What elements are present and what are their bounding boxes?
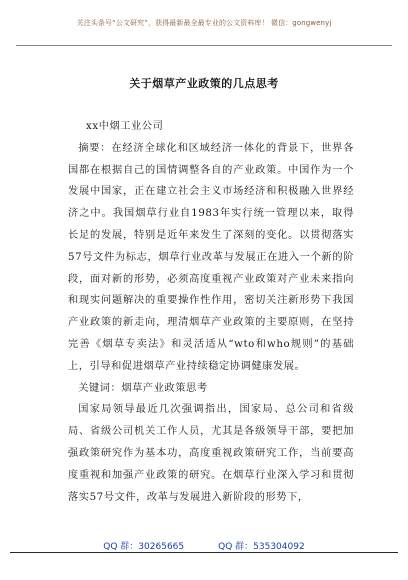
- document-title: 关于烟草产业政策的几点思考: [129, 77, 279, 90]
- keywords-line: 关键词：烟草产业政策思考: [78, 382, 208, 394]
- header-divider: [16, 45, 392, 46]
- body-paragraph: 国家局领导最近几次强调指出，国家局、总公司和省级局、省级公司机关工作人员，尤其是各级领导干部，要把加强政策研究作为基本功，高度重视政策研究工作，当前要高度重视和加强产业政策的研究。在烟草行业深入学习和贯彻落实57号文件，改革与发展进入新阶段的形势下，: [68, 404, 354, 503]
- qq-group-2: QQ 群：535304092: [218, 542, 305, 552]
- header-banner: 关注头条号“公文研究”，获得最新最全最专业的公文资料库！ 微信：gongwenyj: [76, 19, 332, 27]
- footer-contacts: [0, 539, 408, 552]
- qq-group-1: QQ 群：30265665: [103, 542, 185, 552]
- abstract-paragraph: 摘要：在经济全球化和区域经济一体化的背景下，世界各国都在根据自己的国情调整各自的产业政策。中国作为一个发展中国家，正在建立社会主义市场经济和积极融入世界经济之中。我国烟草行业自1983年实行统一管理以来，取得长足的发展，特别是近年来发生了深刻的变化。以贯彻落实57号文件为标志，烟草行业改革与发展正在进入一个新的阶段，面对新的形势，必须高度重视产业政策对产业未来指向和现实问题解决的重要操作性作用，密切关注新形势下我国产业政策的新走向，理清烟草产业政策的主要原则，在坚持完善《烟草专卖法》和灵活适从“wto和who规则”的基础上，引导和促进烟草产业持续稳定协调健康发展。: [68, 142, 354, 372]
- document-body: [68, 116, 354, 508]
- company-name: xx中烟工业公司: [86, 121, 164, 132]
- footer-divider: [10, 552, 398, 553]
